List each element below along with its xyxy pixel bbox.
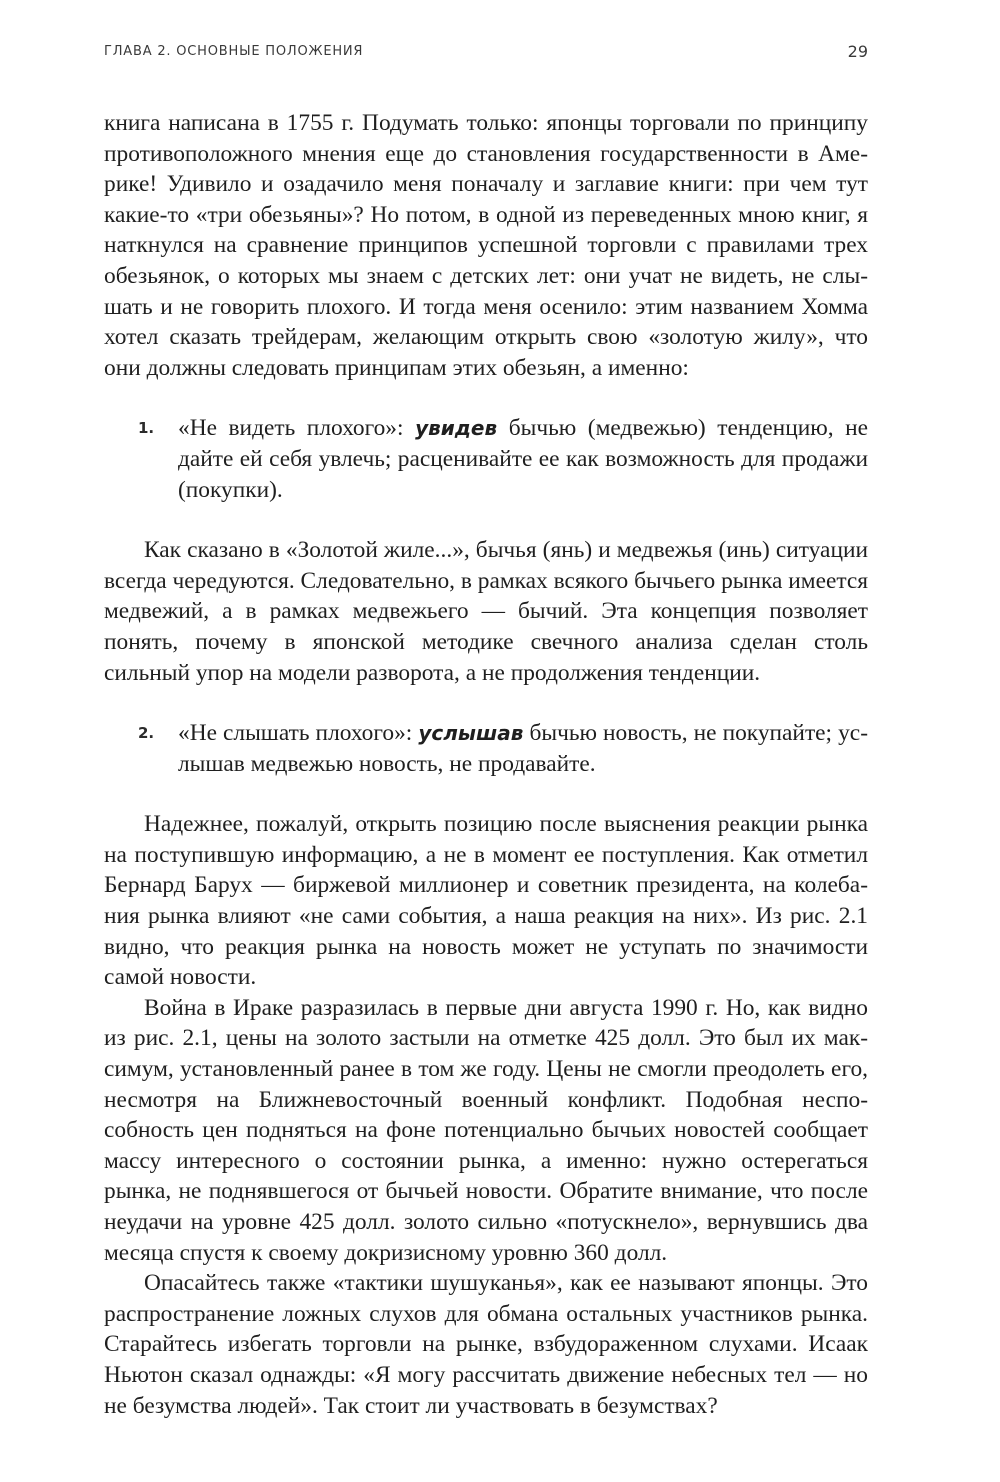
paragraph-4: Война в Ираке разразилась в первые дни августа 1990 г. Но, как видно из рис. 2.1, цены на золото застыли на отметке 425 долл. Это был их максимум, установленный ранее в том же году. Цены не смогли преодолеть его, несмотря на Ближневосточный военный конфликт. Подобная неспособность цен подняться на фоне потенциально бычьих новостей сообщает массу интересного о состоянии рынка, а именно: нужно остерегаться рынка, не поднявшегося от бычьей новости. Обратите внимание, что после неудачи на уровне 425 долл. золото сильно «потускнело», вернувшись два месяца спустя к своему докризисному уровню 360 долл.: [104, 994, 868, 1266]
list-body-2: [178, 718, 868, 779]
list-2-text-before: «Не слышать плохого»:: [178, 720, 419, 747]
list-1-text-before: «Не видеть плохого»:: [178, 415, 416, 442]
page-number: 29: [847, 42, 868, 61]
list-2-emphasis: услышав: [418, 721, 524, 746]
spacer: [104, 383, 868, 413]
list-item-1: [104, 413, 868, 505]
body-text: [104, 108, 868, 1421]
spacer: [104, 779, 868, 809]
paragraph-3: Надежнее, пожалуй, открыть позицию после выяснения реакции рынка на поступившую информацию, а не в момент ее поступления. Как отметил Бернард Барух — биржевой миллионер и советник президента, на колебания рынка влияют «не сами события, а наша реакция на них». Из рис. 2.1 видно, что реакция рынка на новость может не уступать по значимости самой новости.: [104, 811, 868, 991]
list-item-2: [104, 718, 868, 779]
running-head: ГЛАВА 2. ОСНОВНЫЕ ПОЛОЖЕНИЯ: [104, 44, 364, 59]
spacer: [104, 505, 868, 535]
list-1-emphasis: увидев: [415, 416, 498, 441]
list-body-1: [178, 413, 868, 505]
list-number-2: 2.: [138, 724, 155, 743]
paragraph-5: Опасайтесь также «тактики шушуканья», как ее называют японцы. Это распространение ложных слухов для обмана остальных участников рынка. Старайтесь избегать торговли на рынке, взбудораженном слухами. Исаак Ньютон сказал однажды: «Я могу рассчитать движение небесных тел — но не безумства людей». Так стоит ли участвовать в безумствах?: [104, 1270, 868, 1419]
paragraph-1: книга написана в 1755 г. Подумать только: японцы торговали по принципу противоположного мнения еще до становления государственности в Америке! Удивило и озадачило меня поначалу и заглавие книги: при чем тут какие-то «три обезьяны»? Но потом, в одной из переведенных мною книг, я наткнулся на сравнение принципов успешной торговли с правилами трех обезьянок, о которых мы знаем с детских лет: они учат не видеть, не слышать и не говорить плохого. И тогда меня осенило: этим названием Хомма хотел сказать трейдерам, желающим открыть свою «золотую жилу», что они должны следовать принципам этих обезьян, а именно:: [104, 110, 868, 381]
list-number-1: 1.: [138, 419, 155, 438]
list-1-text-after: бычью (медвежью) тенденцию, не дайте ей себя увлечь; расценивайте ее как возможность для продажи (покупки).: [178, 415, 868, 503]
spacer: [104, 688, 868, 718]
paragraph-2: Как сказано в «Золотой жиле...», бычья (янь) и медвежья (инь) ситуации всегда чередуются. Следовательно, в рамках всякого бычьего рынка имеется медвежий, а в рамках медвежьего — бычий. Эта концепция позволяет понять, почему в японской методике свечного анализа сделан столь сильный упор на модели разворота, а не продолжения тенденции.: [104, 537, 868, 686]
list-2-text-after: бычью новость, не покупайте; услышав медвежью новость, не продавайте.: [178, 720, 868, 777]
